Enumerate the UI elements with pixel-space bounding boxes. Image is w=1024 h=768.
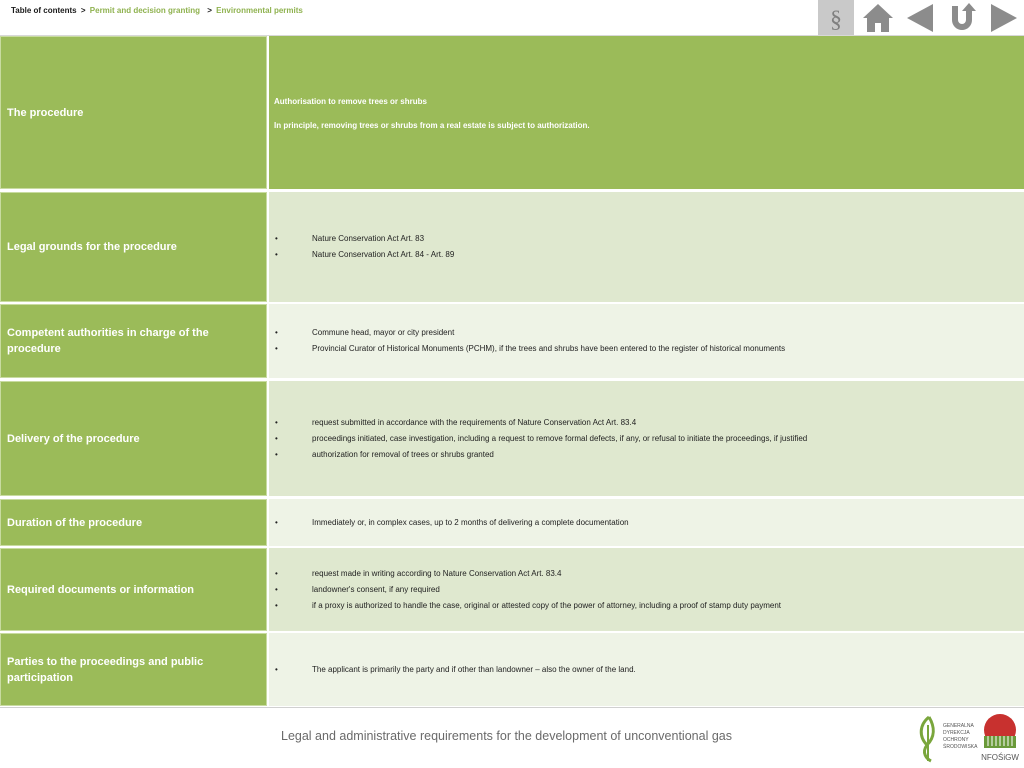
list-item: • proceedings initiated, case investigation, including a request to remove formal defects, if any, or refusal to initiate the proceedings, if justified (269, 431, 1024, 447)
list-item: • request submitted in accordance with the requirements of Nature Conservation Act Art. 83.4 (269, 415, 1024, 431)
back-arrow-icon (901, 0, 939, 36)
top-bar (0, 0, 1024, 36)
bullet-icon: • (275, 328, 278, 337)
footer-title: Legal and administrative requirements for the development of unconventional gas (281, 729, 732, 743)
bullet-icon: • (275, 568, 278, 578)
breadcrumb-separator: > (207, 6, 212, 15)
bullet-icon: • (275, 433, 278, 443)
list-item: • Commune head, mayor or city president (269, 325, 1024, 341)
bullet-icon: • (275, 664, 278, 674)
row-duration (0, 499, 1024, 546)
list-item: • authorization for removal of trees or shrubs granted (269, 447, 1024, 463)
row-content-competent-authorities (269, 304, 1024, 378)
breadcrumb (11, 6, 303, 15)
svg-text:ŚRODOWISKA: ŚRODOWISKA (943, 744, 978, 750)
bullet-icon: • (275, 344, 278, 353)
svg-text:NFOŚiGW: NFOŚiGW (981, 753, 1019, 762)
list-item: • if a proxy is authorized to handle the case, original or attested copy of the power of attorney, including a proof of stamp duty payment (269, 598, 1024, 614)
back-button[interactable] (901, 0, 939, 36)
list-item: • Immediately or, in complex cases, up to 2 months of delivering a complete documentation (269, 515, 1024, 531)
home-icon (859, 0, 897, 36)
breadcrumb-permit-and-decision-granting[interactable]: Permit and decision granting (89, 6, 201, 15)
row-label-required-documents: Required documents or information (0, 548, 267, 631)
bullet-icon: • (275, 600, 278, 610)
footer-divider (0, 707, 1024, 708)
row-content-legal-grounds (269, 192, 1024, 302)
row-content-delivery (269, 381, 1024, 496)
section-button[interactable] (817, 0, 855, 36)
row-procedure (0, 36, 1024, 189)
breadcrumb-root[interactable]: Table of contents (11, 6, 77, 15)
forward-button[interactable] (985, 0, 1023, 36)
nfosigw-logo-icon (978, 712, 1022, 766)
procedure-title: Authorisation to remove trees or shrubs (274, 97, 427, 106)
row-label-parties: Parties to the proceedings and public participation (0, 633, 267, 706)
svg-text:GENERALNA: GENERALNA (943, 723, 974, 729)
list-item: • Nature Conservation Act Art. 84 - Art. 89 (269, 247, 1024, 263)
list-item: • Provincial Curator of Historical Monuments (PCHM), if the trees and shrubs have been entered to the register of historical monuments (269, 341, 1024, 357)
section-symbol: § (830, 7, 842, 33)
bullet-icon: • (275, 234, 278, 243)
row-content-required-documents (269, 548, 1024, 631)
bullet-icon: • (275, 250, 278, 259)
list-item: • request made in writing according to Nature Conservation Act Art. 83.4 (269, 566, 1024, 582)
list-item: • Nature Conservation Act Art. 83 (269, 231, 1024, 247)
breadcrumb-separator: > (80, 6, 86, 15)
row-content-parties (269, 633, 1024, 706)
row-delivery (0, 381, 1024, 496)
row-competent-authorities (0, 304, 1024, 378)
bullet-icon: • (275, 584, 278, 594)
bullet-icon: • (275, 449, 278, 459)
row-required-documents (0, 548, 1024, 631)
svg-text:OCHRONY: OCHRONY (943, 737, 969, 743)
forward-arrow-icon (985, 0, 1023, 36)
breadcrumb-environmental-permits[interactable]: Environmental permits (216, 6, 303, 15)
row-content-procedure (269, 36, 1024, 189)
row-parties (0, 633, 1024, 706)
row-label-procedure: The procedure (0, 36, 267, 189)
row-legal-grounds (0, 192, 1024, 302)
home-button[interactable] (859, 0, 897, 36)
row-label-duration: Duration of the procedure (0, 499, 267, 546)
svg-text:DYREKCJA: DYREKCJA (943, 730, 970, 736)
row-label-competent-authorities: Competent authorities in charge of the procedure (0, 304, 267, 378)
bullet-icon: • (275, 417, 278, 427)
row-label-legal-grounds: Legal grounds for the procedure (0, 192, 267, 302)
gdos-logo-icon (915, 713, 978, 763)
return-icon (943, 0, 981, 36)
return-button[interactable] (943, 0, 981, 36)
list-item: • landowner's consent, if any required (269, 582, 1024, 598)
list-item: • The applicant is primarily the party and if other than landowner – also the owner of the land. (269, 662, 1024, 678)
row-label-delivery: Delivery of the procedure (0, 381, 267, 496)
section-icon (817, 0, 855, 36)
bullet-icon: • (275, 517, 278, 527)
procedure-text: In principle, removing trees or shrubs from a real estate is subject to authorization. (274, 121, 590, 130)
row-content-duration (269, 499, 1024, 546)
